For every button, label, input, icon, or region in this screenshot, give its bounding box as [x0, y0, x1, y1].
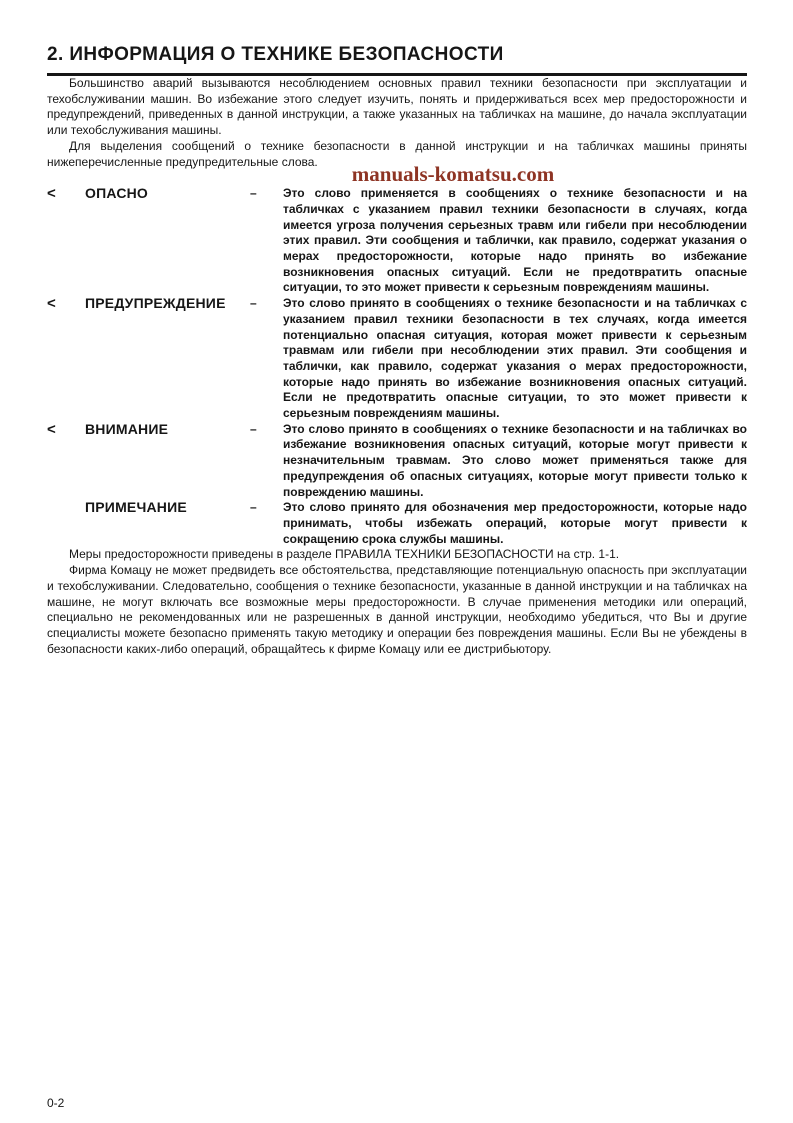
- dash-separator: –: [250, 421, 257, 436]
- warning-symbol-icon: <: [47, 185, 56, 203]
- signal-word-label: ПРЕДУПРЕЖДЕНИЕ: [85, 295, 226, 312]
- signal-word-item-note: [47, 500, 747, 547]
- dash-separator: –: [250, 296, 257, 311]
- signal-word-description: Это слово применяется в сообщениях о технике безопасности и на табличках с указанием правил техники безопасности в случаях, когда имеется угроза получения серьезных травм или гибели при несоблюдении этих правил. Эти сообщения и таблички, как правило, содержат указания о мерах предосторожности, которые надо принять во избежание возникновения опасных ситуаций. Если не предотвратить опасные ситуации, то это может привести к серьезным повреждениям машины.: [283, 186, 747, 295]
- signal-word-item-danger: [47, 186, 747, 296]
- signal-word-label: ОПАСНО: [85, 185, 149, 202]
- warning-symbol-icon: <: [47, 420, 56, 438]
- closing-paragraph-1: Меры предосторожности приведены в разделе ПРАВИЛА ТЕХНИКИ БЕЗОПАСНОСТИ на стр. 1-1.: [69, 547, 620, 562]
- dash-separator: –: [250, 186, 257, 201]
- page-title: 2. ИНФОРМАЦИЯ О ТЕХНИКЕ БЕЗОПАСНОСТИ: [47, 44, 504, 65]
- intro-paragraph-2: Для выделения сообщений о технике безопасности в данной инструкции и на табличках машины приняты нижеперечисленные предупредительные слова.: [47, 138, 747, 169]
- signal-word-item-caution: [47, 422, 747, 501]
- intro-paragraph-1: Большинство аварий вызываются несоблюдением основных правил техники безопасности при эксплуатации и техобслуживании машин. Во избежание этого следует изучить, понять и придерживаться всех мер предосторожности и предупреждений, приведенных в данной инструкции, а также указанных на табличках на машине, до начала эксплуатации или техобслуживания машины.: [47, 76, 747, 138]
- signal-word-description: Это слово принято в сообщениях о технике безопасности и на табличках во избежание возникновения опасных ситуаций, которые могут привести к незначительным травмам. Это слово может применяться также для предупреждения об опасных ситуациях, которые могут привести только к повреждению машины.: [283, 421, 747, 499]
- dash-separator: –: [250, 500, 257, 515]
- signal-word-item-warning: [47, 296, 747, 422]
- signal-word-description: Это слово принято в сообщениях о технике безопасности и на табличках с указанием правил техники безопасности в тех случаях, когда имеется потенциально опасная ситуация, которая может привести к серьезным травмам или гибели при несоблюдении этих правил. Эти сообщения и таблички, как правило, содержат указания о мерах предосторожности, которые надо принять во избежание возникновения опасных ситуаций. Если не предотвратить опасные ситуации, то это может привести к серьезным повреждениям машины.: [283, 296, 747, 421]
- signal-word-description: Это слово принято для обозначения мер предосторожности, которые надо принимать, чтобы избежать операций, которые могут привести к сокращению срока службы машины.: [283, 500, 747, 546]
- warning-symbol-icon: <: [47, 295, 56, 313]
- signal-word-label: ПРИМЕЧАНИЕ: [85, 499, 187, 516]
- watermark: manuals-komatsu.com: [351, 162, 555, 187]
- signal-word-list: [47, 186, 747, 547]
- page-number: 0-2: [47, 1096, 65, 1110]
- signal-word-label: ВНИМАНИЕ: [85, 420, 169, 437]
- closing-paragraph-2: Фирма Комацу не может предвидеть все обстоятельства, представляющие потенциальную опасность при эксплуатации и техобслуживании. Следовательно, сообщения о технике безопасности, указанные в данной инструкции и на табличках на машине, не могут включать все возможные меры предосторожности. В случае применения методики или операций, специально не рекомендованных или не разрешенных в данной инструкции, необходимо убедиться, что Вы и другие специалисты можете безопасно применять такую методику и операции без повреждения машины. Если Вы не убеждены в безопасности каких-либо операций, обращайтесь к фирме Комацу или ее дистрибьютору.: [47, 563, 747, 656]
